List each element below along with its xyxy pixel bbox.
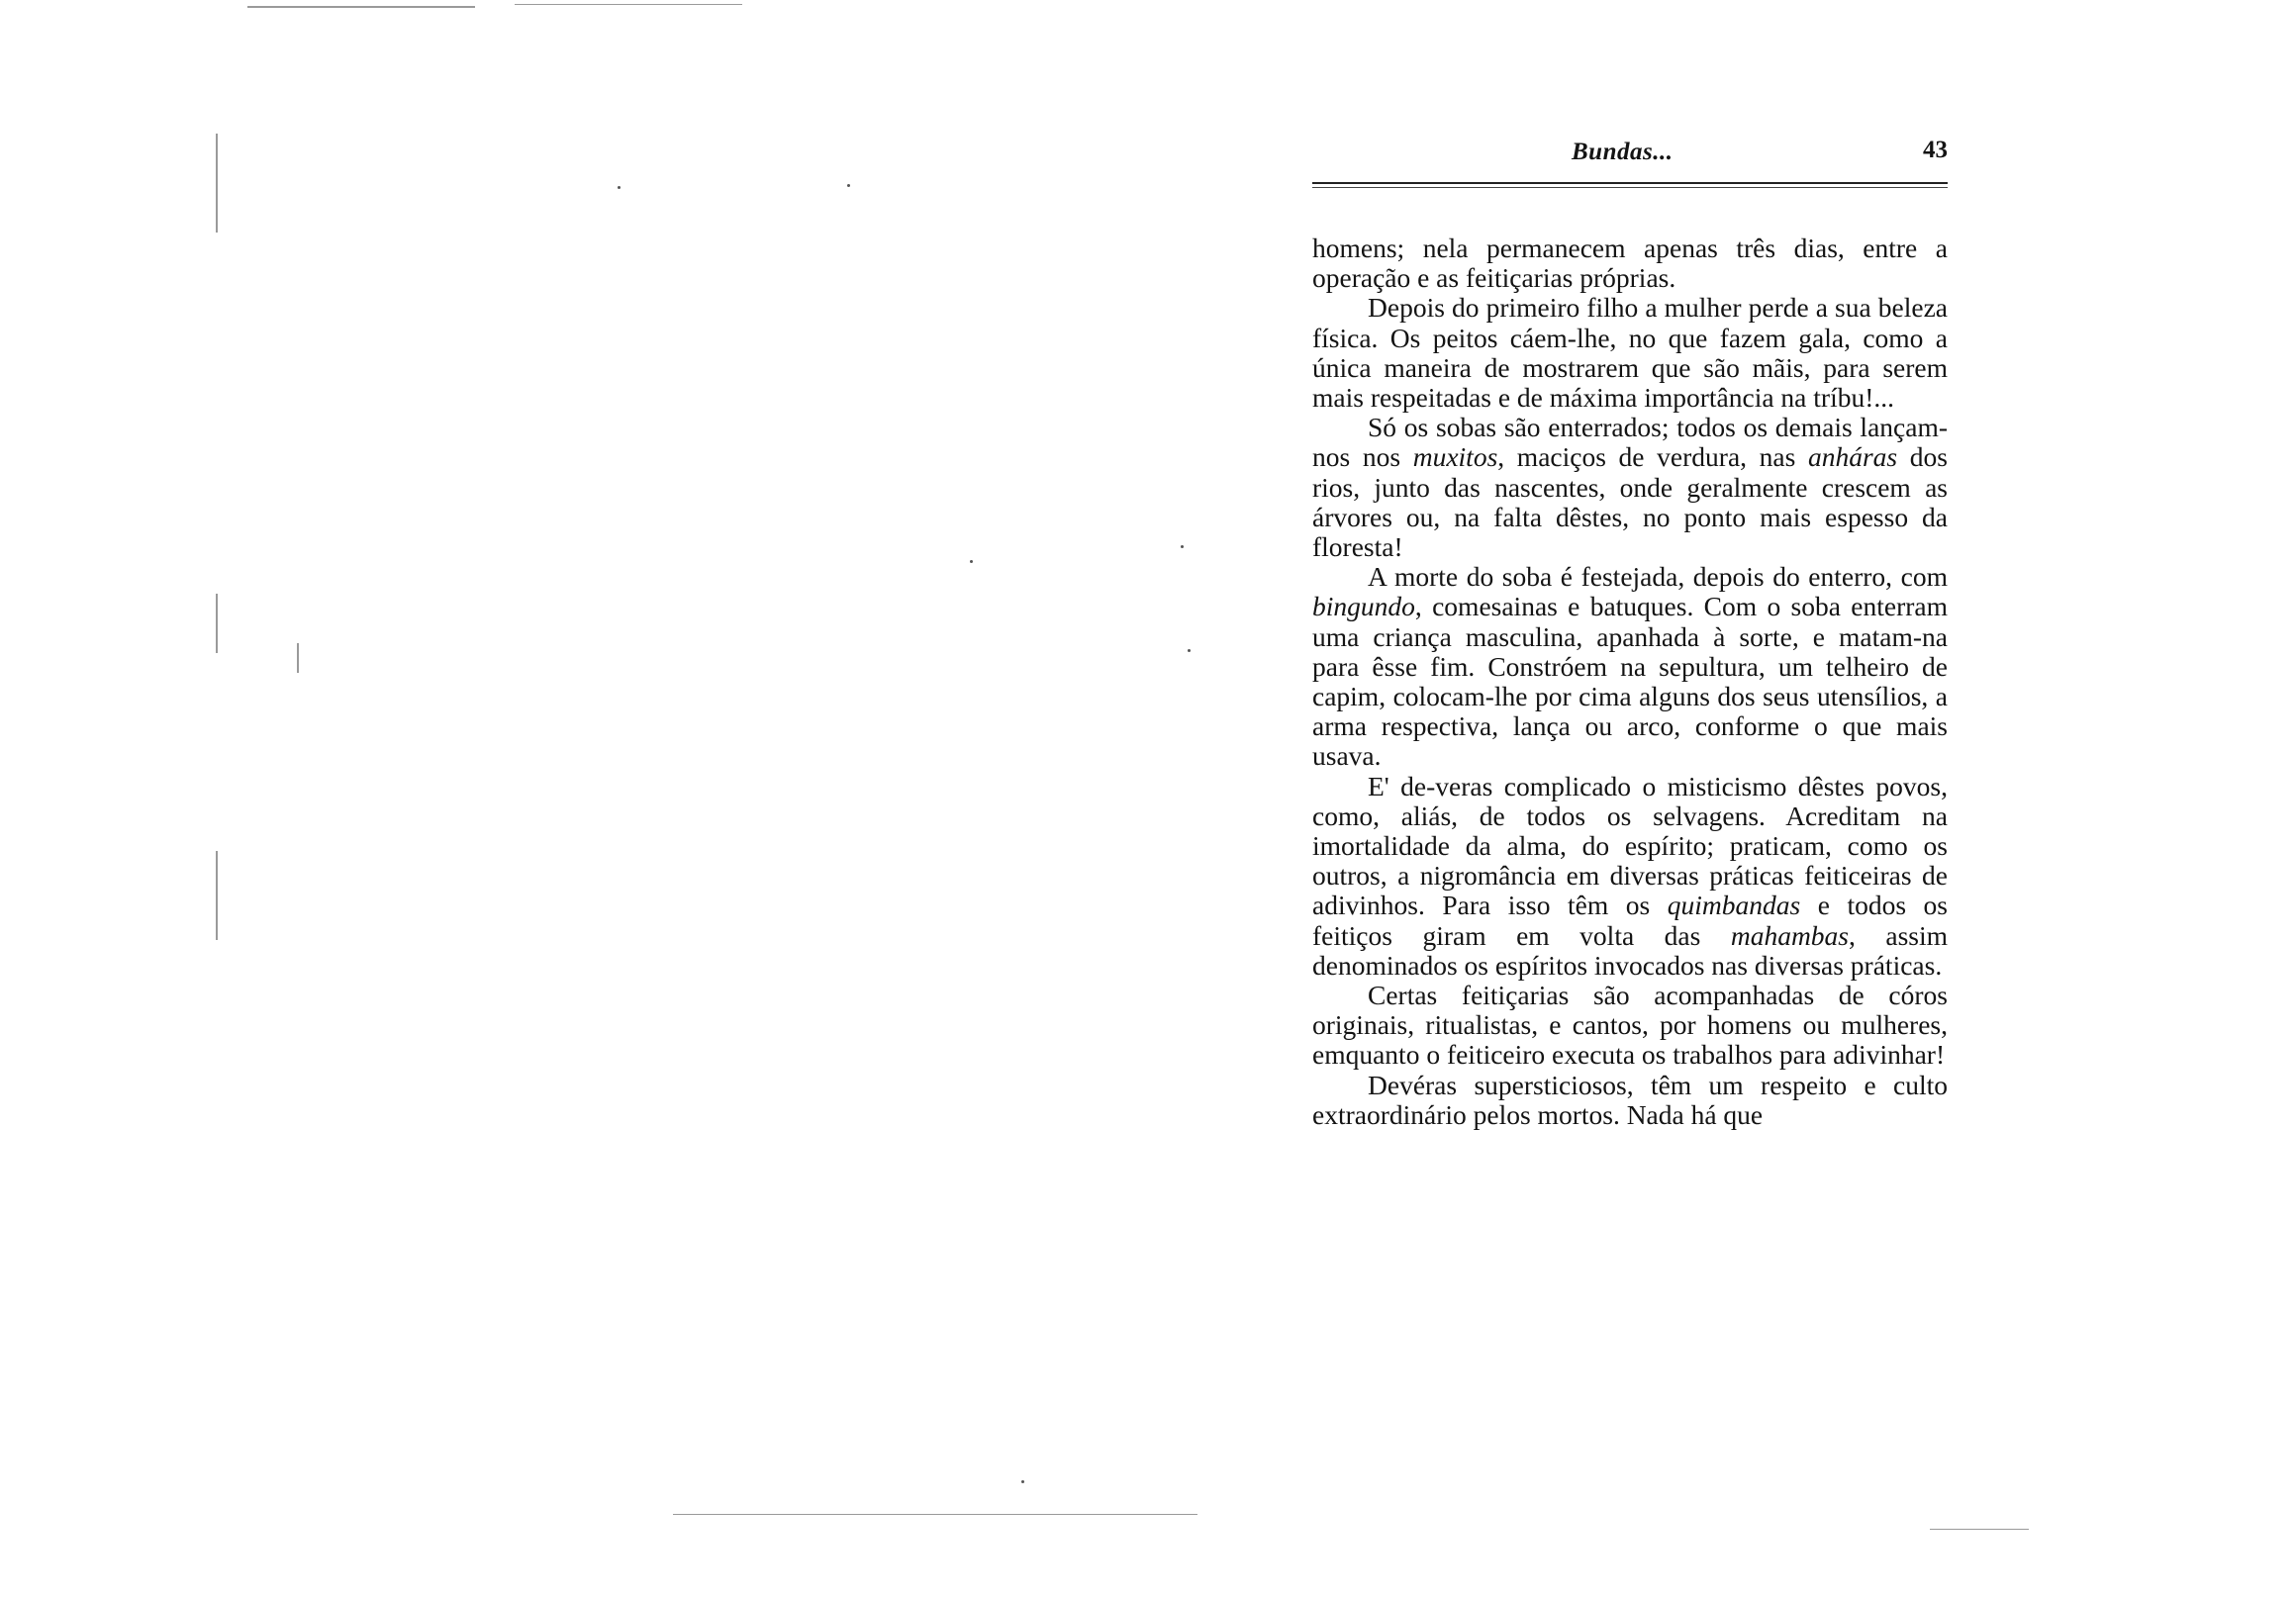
right-page [1312, 129, 1948, 1130]
paragraph [1312, 981, 1948, 1071]
body-text [1312, 234, 1948, 1130]
text-run: homens; nela permanecem apenas três dias, entre a operação e as feitiçarias próprias. [1312, 233, 1948, 294]
italic-term: bingundo [1312, 591, 1415, 622]
scan-speck [847, 184, 850, 187]
text-run: , maciços de verdura, nas [1497, 441, 1808, 473]
italic-term: mahambas [1730, 919, 1849, 951]
scan-mark [673, 1514, 1197, 1515]
header-rule [1312, 182, 1948, 184]
italic-term: muxitos [1412, 441, 1498, 473]
scan-mark [247, 6, 475, 8]
italic-term: anháras [1807, 441, 1898, 473]
scan-speck [1021, 1480, 1024, 1483]
paragraph-continuation [1312, 234, 1948, 293]
paragraph [1312, 772, 1948, 981]
text-run: dos rios, junto das nascentes, onde geralmente crescem as árvores ou, na falta dêstes, no ponto mais espesso da floresta! [1312, 441, 1948, 563]
scan-speck [1188, 649, 1191, 652]
scan-mark [1930, 1529, 2029, 1530]
text-run: Devéras supersticiosos, têm um respeito e culto extraordinário pelos mortos. Nada há que [1312, 1069, 1948, 1130]
text-run: A morte do soba é festejada, depois do enterro, com [1368, 561, 1948, 593]
text-run: E' de-veras complicado o misticismo dêstes povos, como, aliás, de todos os selvagens. Acreditam na imortalidade da alma, do espírito; praticam, como os outros, a nigromância em diversas práticas feiticeiras de adivinhos. Para isso têm os [1312, 770, 1948, 921]
italic-term: quimbandas [1667, 890, 1801, 921]
running-head [1312, 129, 1948, 168]
paragraph [1312, 562, 1948, 771]
text-run: , assim denominados os espíritos invocados nas diversas práticas. [1312, 919, 1949, 981]
header-rule-thin [1312, 187, 1948, 188]
scan-mark [297, 643, 299, 673]
scan-mark [216, 134, 218, 233]
scan-mark [216, 594, 218, 653]
scan-speck [970, 560, 973, 563]
scan-speck [618, 186, 621, 189]
paragraph [1312, 1071, 1948, 1130]
text-run: Depois do primeiro filho a mulher perde a sua beleza física. Os peitos cáem-lhe, no que fazem gala, como a única maneira de mostrarem que são mãis, para serem mais respeitadas e de máxima importância na tríbu!... [1312, 292, 1948, 414]
scan-mark [216, 851, 218, 940]
text-run: , comesainas e batuques. Com o soba enterram uma criança masculina, apanhada à sorte, e matam-na para êsse fim. Constróem na sepultura, um telheiro de capim, colocam-lhe por cima alguns dos seus utensílios, a arma respectiva, lança ou arco, conforme o que mais usava. [1312, 591, 1948, 772]
paragraph [1312, 413, 1948, 562]
scan-mark [515, 4, 742, 5]
text-run: e todos os feitiços giram em volta das [1312, 890, 1948, 951]
page-number: 43 [1923, 137, 1948, 163]
text-run: Só os sobas são enterrados; todos os demais lançam-nos nos [1312, 412, 1948, 473]
running-title: Bundas... [1572, 139, 1674, 165]
text-run: Certas feitiçarias são acompanhadas de córos originais, ritualistas, e cantos, por homens ou mulheres, emquanto o feiticeiro executa os trabalhos para adivinhar! [1312, 980, 1948, 1071]
paragraph [1312, 293, 1948, 413]
scan-speck [1181, 545, 1184, 548]
